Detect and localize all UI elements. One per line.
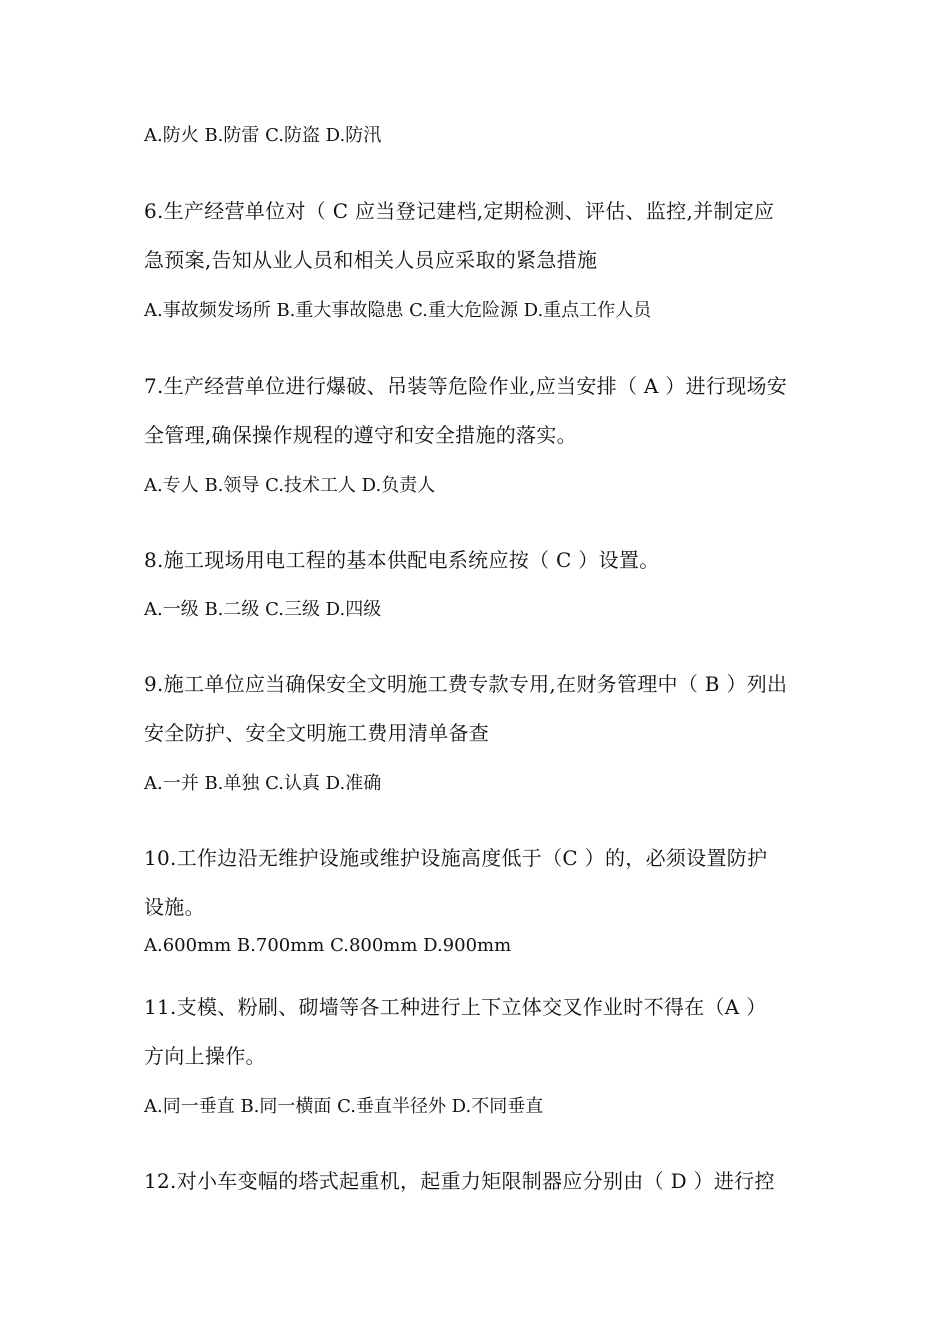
question-9-options: A.一并 B.单独 C.认真 D.准确 [144, 773, 382, 794]
question-7-text-line-1: 7.生产经营单位进行爆破、吊装等危险作业,应当安排（ A ）进行现场安 [144, 374, 788, 398]
question-10-options: A.600mm B.700mm C.800mm D.900mm [144, 935, 512, 956]
question-8-text-line-1: 8.施工现场用电工程的基本供配电系统应按（ C ）设置。 [144, 548, 660, 572]
question-5-options: A.防火 B.防雷 C.防盗 D.防汛 [144, 125, 382, 146]
question-10-text-line-2: 设施。 [144, 895, 205, 919]
question-9-text-line-2: 安全防护、安全文明施工费用清单备查 [144, 721, 490, 745]
question-7-text-line-2: 全管理,确保操作规程的遵守和安全措施的落实。 [144, 423, 577, 447]
question-8-options: A.一级 B.二级 C.三级 D.四级 [144, 599, 382, 620]
question-11-text-line-2: 方向上操作。 [144, 1044, 266, 1068]
question-6-text-line-1: 6.生产经营单位对（ C 应当登记建档,定期检测、评估、监控,并制定应 [144, 199, 775, 223]
question-9-text-line-1: 9.施工单位应当确保安全文明施工费专款专用,在财务管理中（ B ）列出 [144, 672, 788, 696]
question-6-text-line-2: 急预案,告知从业人员和相关人员应采取的紧急措施 [144, 248, 598, 272]
question-10-text-line-1: 10.工作边沿无维护设施或维护设施高度低于（C ）的，必须设置防护 [144, 846, 768, 870]
question-6-options: A.事故频发场所 B.重大事故隐患 C.重大危险源 D.重点工作人员 [144, 300, 652, 321]
question-7-options: A.专人 B.领导 C.技术工人 D.负责人 [144, 475, 436, 496]
question-11-text-line-1: 11.支模、粉刷、砌墙等各工种进行上下立体交叉作业时不得在（A ） [144, 995, 767, 1019]
question-11-options: A.同一垂直 B.同一横面 C.垂直半径外 D.不同垂直 [144, 1096, 544, 1117]
question-12-text-line-1: 12.对小车变幅的塔式起重机，起重力矩限制器应分别由（ D ）进行控 [144, 1169, 775, 1193]
